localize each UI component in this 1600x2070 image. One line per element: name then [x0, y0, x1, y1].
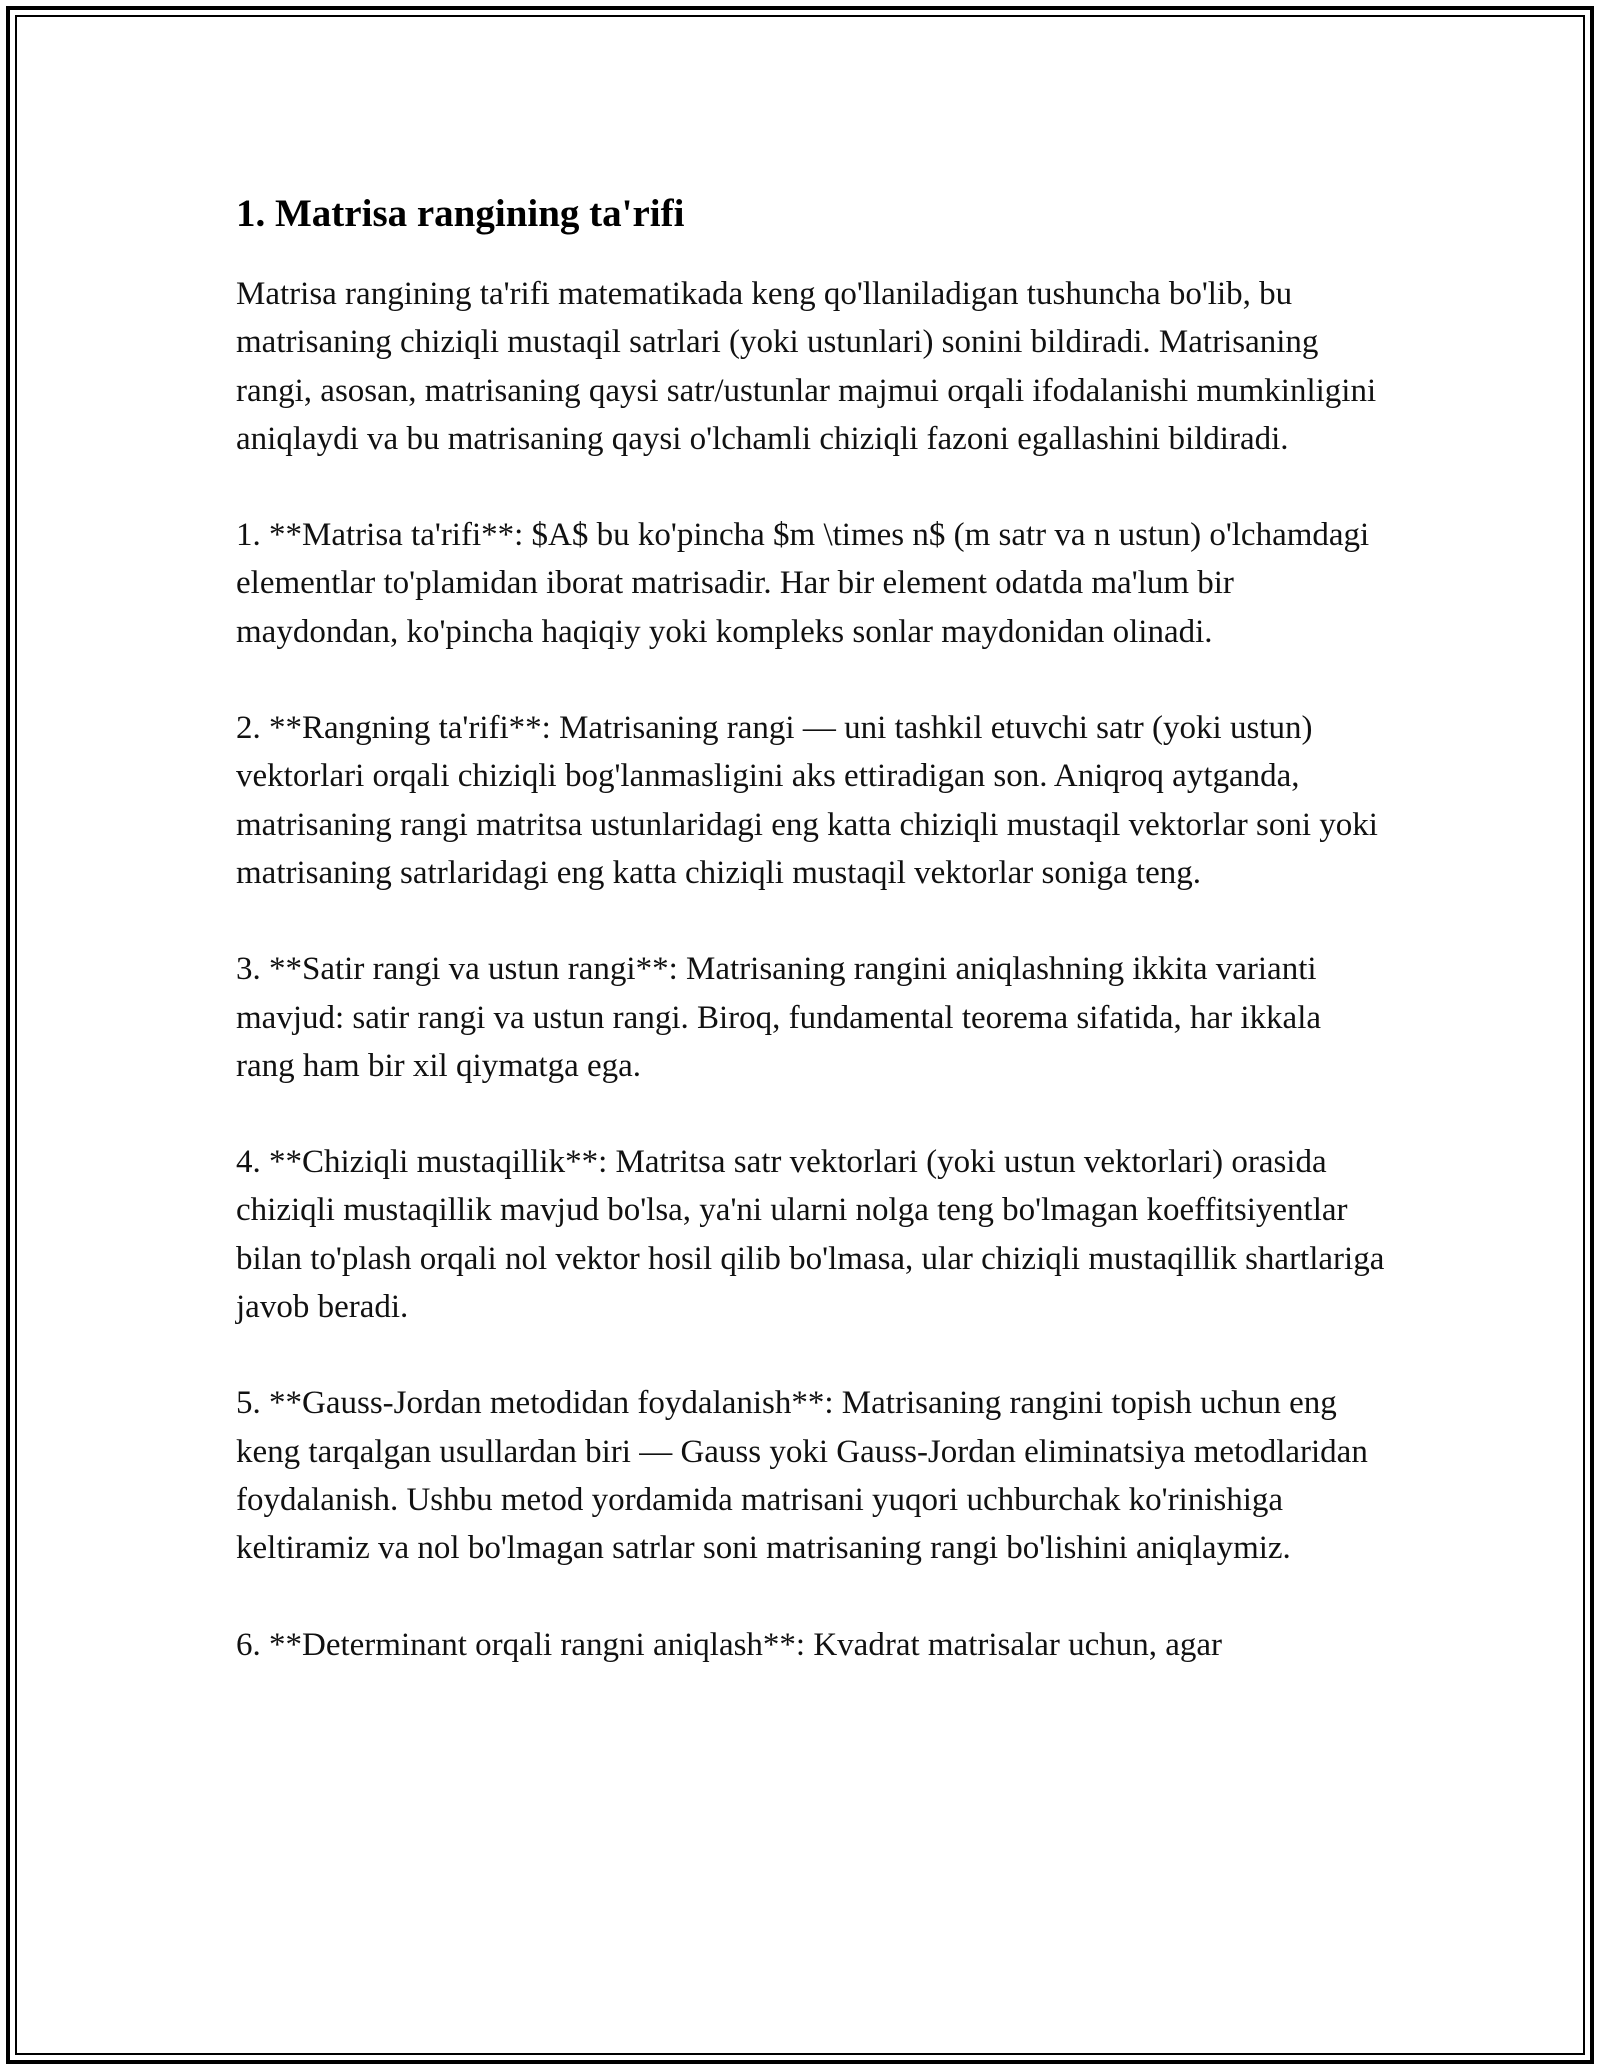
- item-1-paragraph: 1. **Matrisa ta'rifi**: $A$ bu ko'pincha $m \times n$ (m satr va n ustun) o'lchamdagi elementlar to'plamidan iborat matrisadir. Har bir element odatda ma'lum bir maydondan, ko'pincha haqiqiy yoki kompleks sonlar maydonidan olinadi.: [236, 517, 1370, 650]
- document-title: 1. Matrisa rangining ta'rifi: [236, 192, 685, 235]
- item-6-paragraph: 6. **Determinant orqali rangni aniqlash**: Kvadrat matrisalar uchun, agar: [236, 1626, 1223, 1663]
- item-3-paragraph: 3. **Satir rangi va ustun rangi**: Matrisaning rangini aniqlashning ikkita varianti mavjud: satir rangi va ustun rangi. Biroq, fundamental teorema sifatida, har ikkala rang ham bir xil qiymatga ega.: [236, 951, 1322, 1084]
- item-2-paragraph: 2. **Rangning ta'rifi**: Matrisaning rangi — uni tashkil etuvchi satr (yoki ustun) vektorlari orqali chiziqli bog'lanmasligini aks ettiradigan son. Aniqroq aytganda, matrisaning rangi matritsa ustunlaridagi eng katta chiziqli mustaqil vektorlar soni yoki matrisaning satrlaridagi eng katta chiziqli mustaqil vektorlar soniga teng.: [236, 710, 1378, 891]
- document-page: [236, 188, 1386, 1717]
- item-4-paragraph: 4. **Chiziqli mustaqillik**: Matritsa satr vektorlari (yoki ustun vektorlari) orasida chiziqli mustaqillik mavjud bo'lsa, ya'ni ularni nolga teng bo'lmagan koeffitsiyentlar bilan to'plash orqali nol vektor hosil qilib bo'lmasa, ular chiziqli mustaqillik shartlariga javob beradi.: [236, 1144, 1385, 1326]
- item-5-paragraph: 5. **Gauss-Jordan metodidan foydalanish**: Matrisaning rangini topish uchun eng keng tarqalgan usullardan biri — Gauss yoki Gauss-Jordan eliminatsiya metodlaridan foydalanish. Ushbu metod yordamida matrisani yuqori uchburchak ko'rinishiga keltiramiz va nol bo'lmagan satrlar soni matrisaning rangi bo'lishini aniqlaymiz.: [236, 1385, 1368, 1567]
- intro-paragraph: Matrisa rangining ta'rifi matematikada keng qo'llaniladigan tushuncha bo'lib, bu matrisaning chiziqli mustaqil satrlari (yoki ustunlari) sonini bildiradi. Matrisaning rangi, asosan, matrisaning qaysi satr/ustunlar majmui orqali ifodalanishi mumkinligini aniqlaydi va bu matrisaning qaysi o'lchamli chiziqli fazoni egallashini bildiradi.: [236, 276, 1377, 457]
